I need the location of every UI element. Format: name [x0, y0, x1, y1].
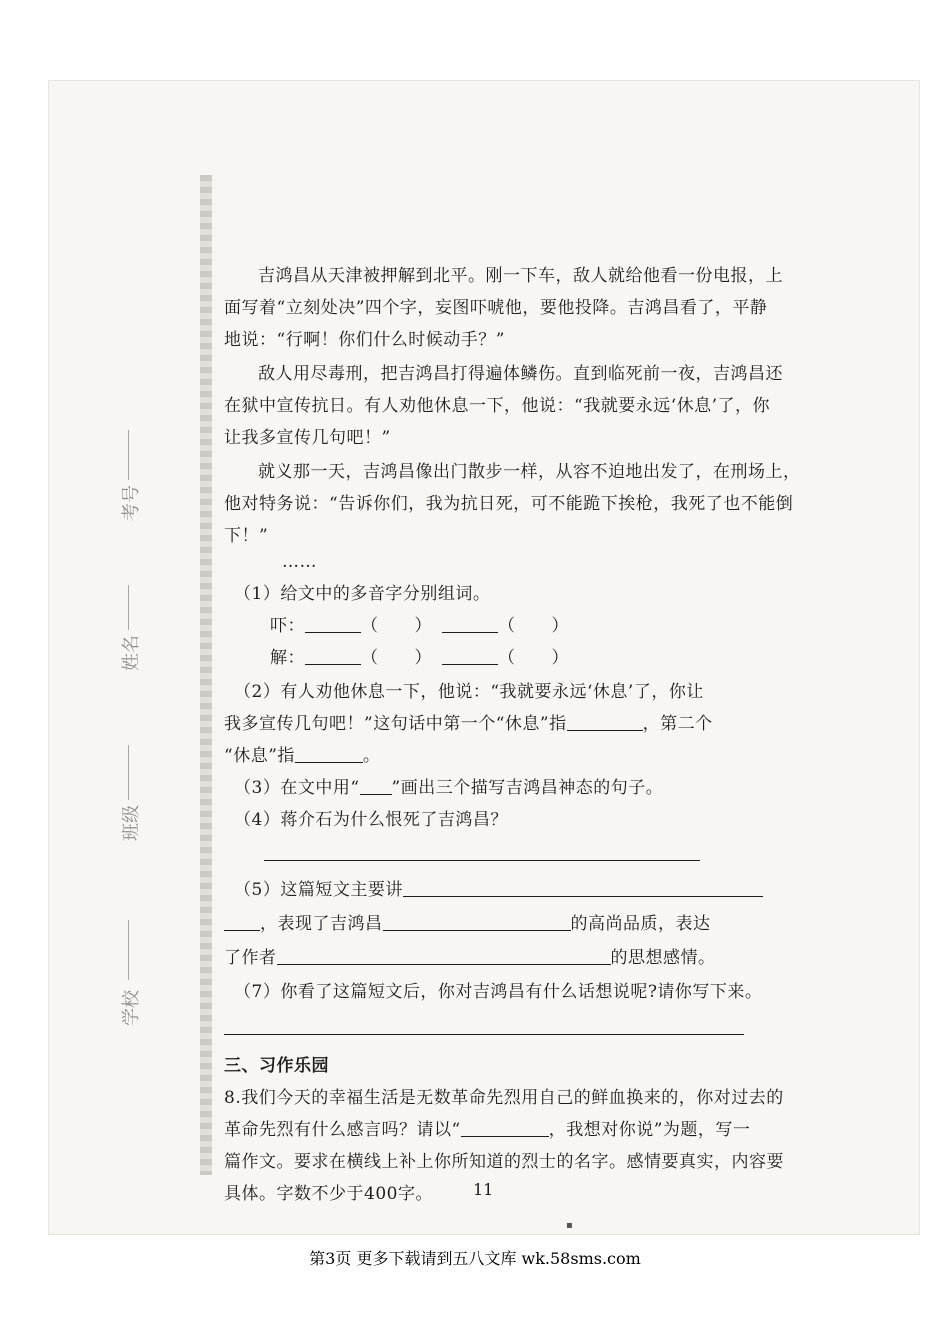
passage-line: 地说：“行啊！你们什么时候动手？”: [224, 330, 505, 350]
question-5-line: ，表现了吉鸿昌 的高尚品质，表达: [224, 910, 711, 938]
side-label-kaohao: 考号: [121, 485, 142, 521]
question-1-row-xia: [270, 612, 569, 640]
answer-blank[interactable]: [403, 878, 763, 897]
side-label-xuexiao: 学校: [121, 990, 142, 1026]
answer-line[interactable]: [264, 842, 700, 861]
question-5-line: （5）这篇短文主要讲: [234, 876, 763, 904]
passage-ellipsis: ……: [282, 552, 317, 572]
passage-line: 在狱中宣传抗日。有人劝他休息一下，他说：“我就要永远‘休息’了，你: [224, 396, 770, 416]
scan-dot: ▪: [566, 1220, 573, 1231]
paren-open: （: [361, 616, 379, 636]
section-title: 三、习作乐园: [224, 1056, 329, 1076]
answer-blank[interactable]: [224, 912, 260, 931]
paren-close: ）: [414, 648, 432, 668]
question-2-line: （2）有人劝他休息一下，他说：“我就要永远‘休息’了，你让: [234, 682, 704, 702]
section-line: 具体。字数不少于400字。: [224, 1184, 433, 1204]
question-5-line: 了作者 的思想感情。: [224, 948, 716, 968]
answer-line[interactable]: [224, 1016, 744, 1035]
side-label-xingming: 姓名: [121, 635, 142, 671]
paren-open: （: [498, 648, 516, 668]
section-line: 篇作文。要求在横线上补上你所知道的烈士的名字。感情要真实，内容要: [224, 1152, 784, 1172]
answer-blank[interactable]: [442, 646, 498, 665]
answer-blank[interactable]: [567, 712, 643, 731]
answer-blank[interactable]: [305, 646, 361, 665]
passage-line: 下！”: [224, 526, 269, 546]
page-number: 11: [473, 1180, 494, 1199]
section-line: 革命先烈有什么感言吗？请以“ ，我想对你说”为题，写一: [224, 1120, 751, 1140]
answer-blank[interactable]: [305, 614, 361, 633]
answer-blank[interactable]: [383, 912, 571, 931]
answer-blank[interactable]: [277, 946, 611, 965]
answer-blank[interactable]: [442, 614, 498, 633]
paren-close: ）: [551, 616, 569, 636]
paren-open: （: [361, 648, 379, 668]
question-4-answer: [264, 840, 700, 868]
question-2-line: “休息”指 。: [224, 746, 381, 766]
answer-blank[interactable]: [295, 744, 363, 763]
underline-sample: [360, 776, 392, 795]
section-line: 8.我们今天的幸福生活是无数革命先烈用自己的鲜血换来的，你对过去的: [224, 1088, 784, 1108]
passage-line: 面写着“立刻处决”四个字，妄图吓唬他，要他投降。吉鸿昌看了，平静: [224, 298, 768, 318]
question-4: （4）蒋介石为什么恨死了吉鸿昌？: [234, 810, 508, 830]
footer-text: 第3页 更多下载请到五八文库 wk.58sms.com: [309, 1249, 641, 1268]
passage-line: 就义那一天，吉鸿昌像出门散步一样，从容不迫地出发了，在刑场上，: [258, 462, 801, 482]
passage-line: 他对特务说：“告诉你们，我为抗日死，可不能跪下挨枪，我死了也不能倒: [224, 494, 794, 514]
passage-line: 敌人用尽毒刑，把吉鸿昌打得遍体鳞伤。直到临死前一夜，吉鸿昌还: [258, 364, 783, 384]
paren-close: ）: [414, 616, 432, 636]
question-1-row-jie: [270, 644, 569, 672]
question-1: （1）给文中的多音字分别组词。: [234, 584, 491, 604]
q1-char-xia: 吓：: [270, 616, 305, 636]
question-7: （7）你看了这篇短文后，你对吉鸿昌有什么话想说呢?请你写下来。: [234, 982, 763, 1002]
q1-char-jie: 解：: [270, 648, 305, 668]
paren-open: （: [498, 616, 516, 636]
side-label-banji: 班级: [121, 805, 142, 841]
answer-blank[interactable]: [461, 1118, 549, 1137]
passage-line: 让我多宣传几句吧！”: [224, 428, 391, 448]
question-2-line: 我多宣传几句吧！”这句话中第一个“休息”指 ，第二个: [224, 714, 713, 734]
question-7-answer: [224, 1014, 744, 1042]
paren-close: ）: [551, 648, 569, 668]
passage-line: 吉鸿昌从天津被押解到北平。刚一下车，敌人就给他看一份电报，上: [258, 266, 783, 286]
question-3: （3）在文中用“ ”画出三个描写吉鸿昌神态的句子。: [234, 778, 664, 798]
